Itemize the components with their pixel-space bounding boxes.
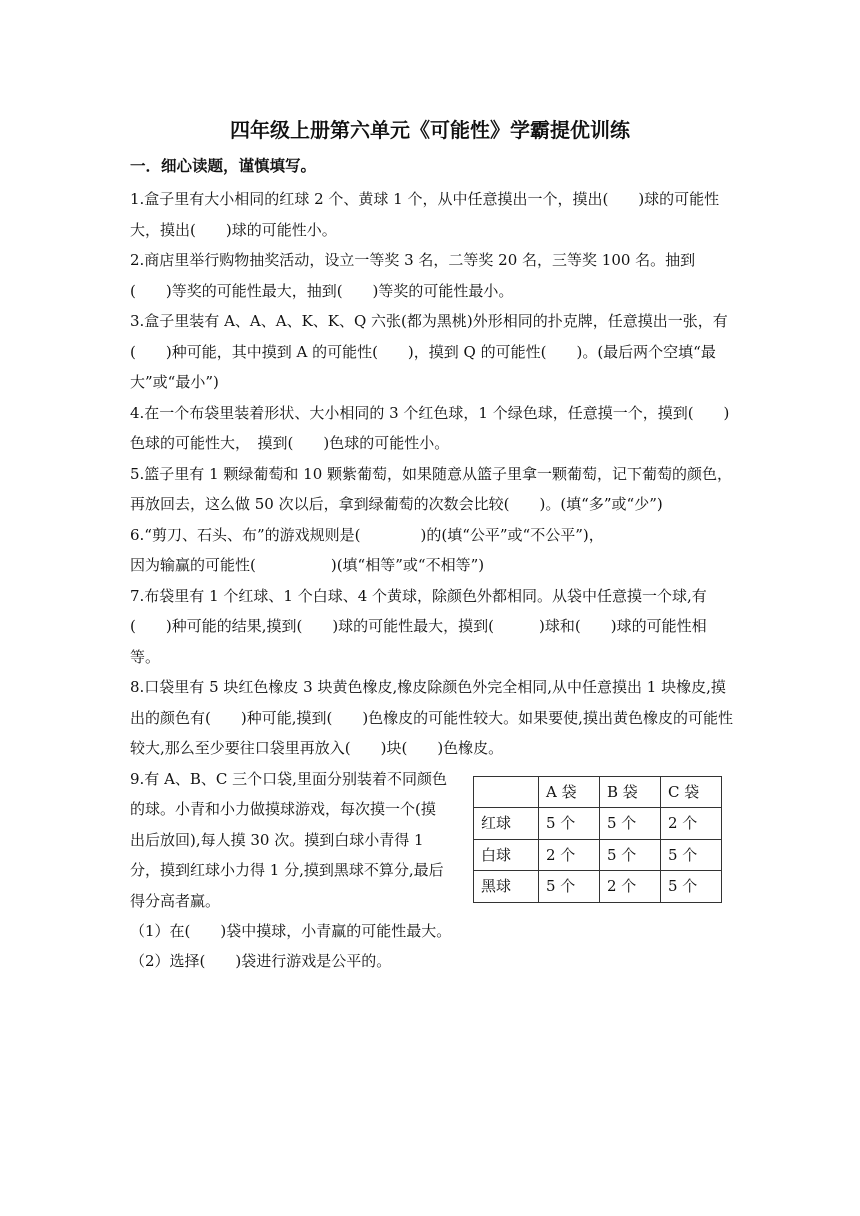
page-title: 四年级上册第六单元《可能性》学霸提优训练 [230,118,630,142]
table-header-cell: C 袋 [661,776,722,808]
table-cell: 5 个 [661,839,722,871]
question-9-block [130,764,736,916]
table-cell: 5 个 [661,871,722,903]
table-cell: 5 个 [600,808,661,840]
table-cell: 2 个 [661,808,722,840]
question-9-part-1: （1）在( )袋中摸球，小青赢的可能性最大。 [130,921,452,940]
table-row [474,839,722,871]
question-3: 3.盒子里装有 A、A、A、K、K、Q 六张(都为黑桃)外形相同的扑克牌，任意摸出一张，有( )种可能，其中摸到 A 的可能性( )，摸到 Q 的可能性( )。(最后两个空填“最大”或“最小”) [130,312,728,391]
table-cell: 2 个 [600,871,661,903]
table-header-cell: A 袋 [539,776,600,808]
table-cell: 5 个 [539,871,600,903]
question-5: 5.篮子里有 1 颗绿葡萄和 10 颗紫葡萄，如果随意从篮子里拿一颗葡萄，记下葡萄的颜色，再放回去，这么做 50 次以后，拿到绿葡萄的次数会比较( )。(填“多”或“少”) [130,464,733,513]
table-cell: 2 个 [539,839,600,871]
question-6-line-2: 因为输赢的可能性( )(填“相等”或“不相等”) [130,556,485,574]
question-2: 2.商店里举行购物抽奖活动，设立一等奖 3 名，二等奖 20 名，三等奖 100 名。抽到( )等奖的可能性最大，抽到( )等奖的可能性最小。 [130,251,696,300]
question-1: 1.盒子里有大小相同的红球 2 个、黄球 1 个，从中任意摸出一个，摸出( )球的可能性大，摸出( )球的可能性小。 [130,190,720,239]
question-4: 4.在一个布袋里装着形状、大小相同的 3 个红色球，1 个绿色球，任意摸一个，摸到( )色球的可能性大， 摸到( )色球的可能性小。 [130,403,730,452]
table-header-cell: B 袋 [600,776,661,808]
table-cell: 5 个 [600,839,661,871]
table-row [474,871,722,903]
ball-count-table [473,776,722,903]
table-row-label: 白球 [474,839,539,871]
table-header-cell [474,776,539,808]
table-row [474,808,722,840]
section-heading: 一．细心读题，谨慎填写。 [130,157,317,175]
question-6-line-1: 6.“剪刀、石头、布”的游戏规则是( )的(填“公平”或“不公平”)， [130,525,604,544]
question-9: 9.有 A、B、C 三个口袋,里面分别装着不同颜色的球。小青和小力做摸球游戏，每次摸一个(摸出后放回),每人摸 30 次。摸到白球小青得 1 分，摸到红球小力得 1 分,摸到黑球不算分,最后得分高者赢。 [130,769,447,910]
question-7: 7.布袋里有 1 个红球、1 个白球、4 个黄球，除颜色外都相同。从袋中任意摸一个球,有( )种可能的结果,摸到( )球的可能性最大，摸到( )球和( )球的可能性相等。 [130,586,707,666]
question-list [130,184,736,977]
question-8: 8.口袋里有 5 块红色橡皮 3 块黄色橡皮,橡皮除颜色外完全相同,从中任意摸出 1 块橡皮,摸出的颜色有( )种可能,摸到( )色橡皮的可能性较大。如果要使,摸出黄色橡皮的可能性较大,那么至少要往口袋里再放入( )块( )色橡皮。 [130,678,733,757]
table-header-row [474,776,722,808]
table-cell: 5 个 [539,808,600,840]
question-9-part-2: （2）选择( )袋进行游戏是公平的。 [130,952,392,970]
table-row-label: 黑球 [474,871,539,903]
table-row-label: 红球 [474,808,539,840]
